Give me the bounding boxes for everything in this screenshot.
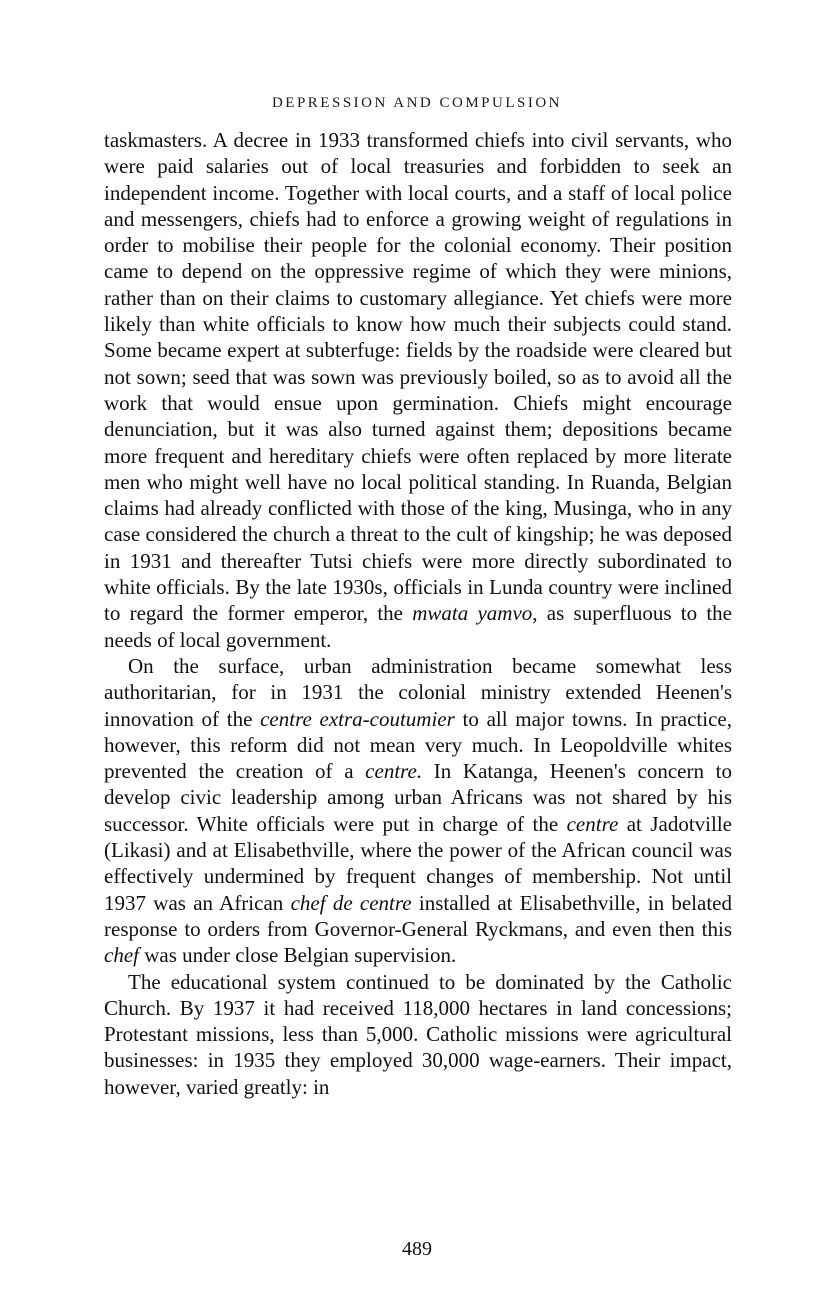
italic-term: chef de centre bbox=[290, 890, 412, 915]
paragraph-text: to all major towns. In practice, however, this reform did not mean very much. In Leopoldville whites prevented the creation of a bbox=[104, 706, 732, 784]
italic-term: centre bbox=[566, 811, 619, 836]
paragraph-text: taskmasters. A decree in 1933 transformed chiefs into civil servants, who were paid salaries out of local treasuries and forbidden to seek an independent income. Together with local courts, and a staff of local police and messengers, chiefs had to enforce a growing weight of regulations in order to mobilise their people for the colonial economy. Their position came to depend on the oppressive regime of which they were minions, rather than on their claims to customary allegiance. Yet chiefs were more likely than white officials to know how much their subjects could stand. Some became expert at subterfuge: fields by the roadside were cleared but not sown; seed that was sown was previously boiled, so as to avoid all the work that would ensue upon germination. Chiefs might encourage denunciation, but it was also turned against them; depositions became more frequent and hereditary chiefs were often replaced by more literate men who might well have no local political standing. In Ruanda, Belgian claims had already conflicted with those of the king, Musinga, who in any case considered the church a threat to the cult of kingship; he was deposed in 1931 and thereafter Tutsi chiefs were more directly subordinated to white officials. By the late 1930s, officials in Lunda country were inclined to regard the former emperor, the bbox=[104, 128, 732, 626]
paragraph-text: at Jadotville (Likasi) and at Elisabethville, where the power of the African council was effectively undermined by frequent changes of membership. Not until 1937 was an African bbox=[104, 811, 732, 915]
paragraph-text: installed at Elisabethville, in belated response to orders from Governor-General Ryckmans, and even then this bbox=[104, 890, 732, 941]
page-number: 489 bbox=[402, 1238, 432, 1260]
paragraph-text: was under close Belgian supervision. bbox=[138, 943, 457, 968]
body-text bbox=[104, 127, 732, 1100]
paragraph-text: , as superfluous to the needs of local government. bbox=[104, 601, 732, 652]
paragraph-text: In Katanga, Heenen's concern to develop civic leadership among urban Africans was not shared by his successor. White officials were put in charge of the bbox=[104, 759, 732, 836]
paragraph bbox=[104, 653, 732, 969]
paragraph-text: The educational system continued to be dominated by the Catholic Church. By 1937 it had received 118,000 hectares in land concessions; Protestant missions, less than 5,000. Catholic missions were agricultural businesses: in 1935 they employed 30,000 wage-earners. Their impact, however, varied greatly: in bbox=[104, 969, 732, 1099]
paragraph-text: On the surface, urban administration became somewhat less authoritarian, for in 1931 the colonial ministry extended Heenen's innovation of the bbox=[104, 653, 732, 731]
italic-term: mwata yamvo bbox=[412, 601, 533, 626]
paragraph bbox=[104, 969, 732, 1100]
italic-term: centre extra-coutumier bbox=[260, 706, 455, 731]
italic-term: chef bbox=[104, 943, 139, 968]
italic-term: centre. bbox=[365, 759, 423, 784]
paragraph bbox=[104, 127, 732, 653]
running-head: DEPRESSION AND COMPULSION bbox=[271, 95, 563, 111]
